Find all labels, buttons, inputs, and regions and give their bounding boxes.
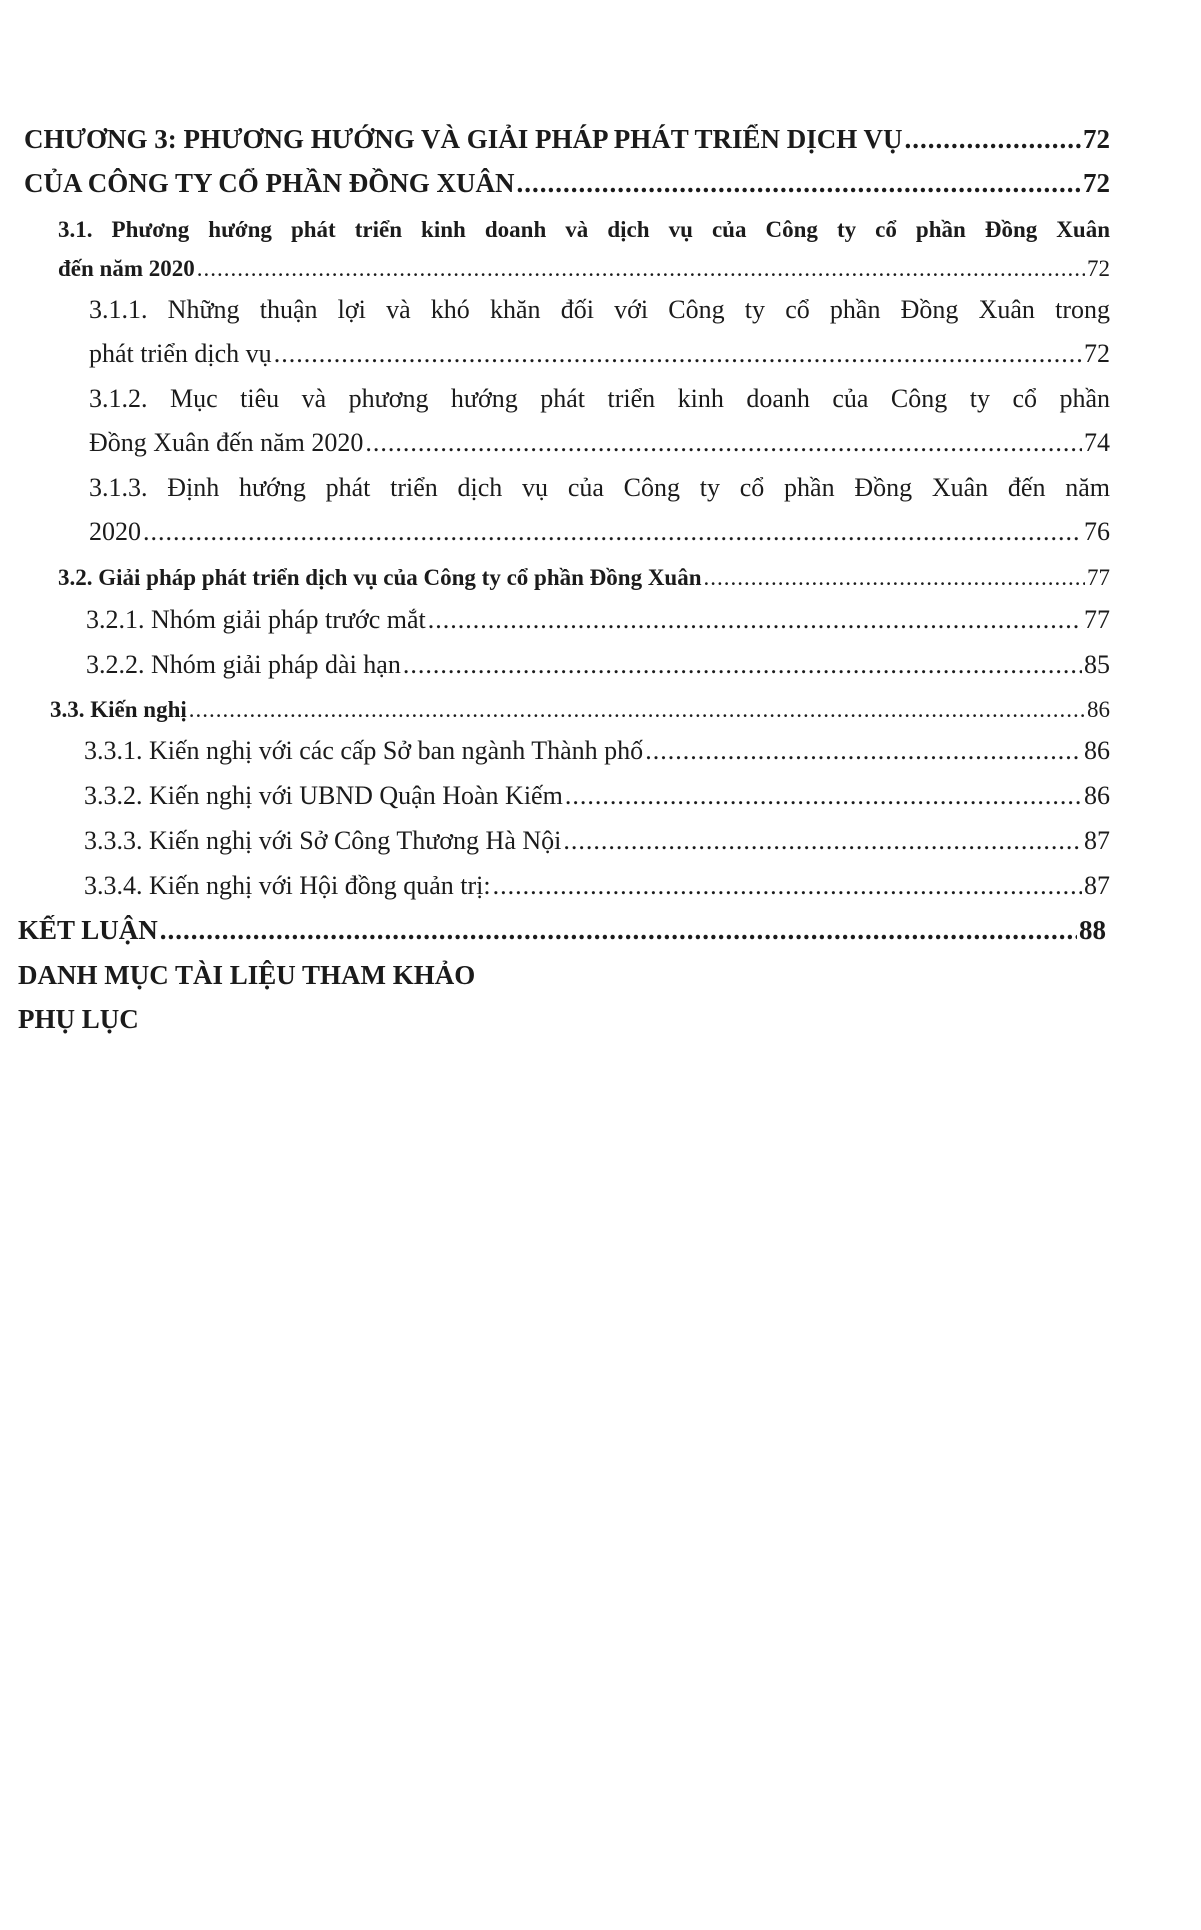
toc-entry-label: 3.3. Kiến nghị <box>50 697 187 722</box>
toc-entry-label: 3.2.2. Nhóm giải pháp dài hạn <box>86 650 401 679</box>
toc-entry-label: phát triển dịch vụ <box>89 339 272 368</box>
toc-leader-dots <box>493 871 1082 901</box>
toc-entry-3-3-3 <box>84 826 1110 856</box>
toc-entry-label: Đồng Xuân đến năm 2020 <box>89 428 364 457</box>
toc-entry-references: DANH MỤC TÀI LIỆU THAM KHẢO <box>18 960 476 990</box>
toc-entry-page: 77 <box>1084 605 1110 634</box>
toc-entry-3-1-2-line1: 3.1.2. Mục tiêu và phương hướng phát triển kinh doanh của Công ty cổ phần <box>89 384 1110 413</box>
toc-entry-page: 72 <box>1083 168 1110 198</box>
toc-leader-dots <box>905 124 1081 155</box>
toc-leader-dots <box>197 256 1085 282</box>
toc-entry-label: KẾT LUẬN <box>18 915 158 945</box>
toc-entry-page: 86 <box>1084 736 1110 765</box>
toc-entry-appendix: PHỤ LỤC <box>18 1004 139 1034</box>
toc-entry-label: 3.3.3. Kiến nghị với Sở Công Thương Hà Nội <box>84 826 562 855</box>
toc-entry-label: CHƯƠNG 3: PHƯƠNG HƯỚNG VÀ GIẢI PHÁP PHÁT TRIỂN DỊCH VỤ <box>24 124 903 154</box>
toc-entry-label: 2020 <box>89 517 141 546</box>
toc-entry-3-1-3-line1: 3.1.3. Định hướng phát triển dịch vụ của Công ty cổ phần Đồng Xuân đến năm <box>89 473 1110 502</box>
toc-entry-page: 85 <box>1084 650 1110 679</box>
toc-entry-page: 87 <box>1084 826 1110 855</box>
toc-leader-dots <box>274 339 1082 369</box>
toc-entry-page: 74 <box>1084 428 1110 457</box>
toc-entry-page: 72 <box>1084 339 1110 368</box>
toc-entry-page: 72 <box>1087 256 1110 281</box>
toc-entry-3-3-4 <box>84 871 1110 901</box>
toc-entry-ket-luan <box>18 915 1106 946</box>
toc-entry-label: đến năm 2020 <box>58 256 195 281</box>
toc-entry-3-1-1-line2 <box>89 339 1110 369</box>
toc-entry-page: 76 <box>1084 517 1110 546</box>
toc-entry-3-2 <box>58 565 1110 591</box>
toc-entry-label: CỦA CÔNG TY CỔ PHẦN ĐỒNG XUÂN <box>24 168 515 198</box>
toc-entry-3-3 <box>50 697 1110 723</box>
toc-entry-page: 72 <box>1083 124 1110 154</box>
toc-entry-chapter3-line2 <box>24 168 1110 199</box>
toc-entry-chapter3-line1 <box>24 124 1110 155</box>
toc-leader-dots <box>563 826 1082 856</box>
toc-entry-3-2-1 <box>86 605 1110 635</box>
toc-entry-3-3-1 <box>84 736 1110 766</box>
toc-leader-dots <box>403 650 1082 680</box>
toc-leader-dots <box>565 781 1082 811</box>
toc-entry-page: 77 <box>1087 565 1110 590</box>
toc-entry-page: 87 <box>1084 871 1110 900</box>
toc-entry-3-1-line1: 3.1. Phương hướng phát triển kinh doanh và dịch vụ của Công ty cổ phần Đồng Xuân <box>58 217 1110 242</box>
toc-entry-3-2-2 <box>86 650 1110 680</box>
toc-entry-3-1-line2 <box>58 256 1110 282</box>
toc-leader-dots <box>517 168 1081 199</box>
toc-leader-dots <box>365 428 1082 458</box>
toc-entry-3-1-3-line2 <box>89 517 1110 547</box>
toc-entry-label: 3.3.2. Kiến nghị với UBND Quận Hoàn Kiếm <box>84 781 563 810</box>
toc-leader-dots <box>428 605 1082 635</box>
toc-entry-3-1-1-line1: 3.1.1. Những thuận lợi và khó khăn đối với Công ty cổ phần Đồng Xuân trong <box>89 295 1110 324</box>
toc-entry-label: 3.3.4. Kiến nghị với Hội đồng quản trị: <box>84 871 491 900</box>
toc-entry-page: 86 <box>1087 697 1110 722</box>
toc-leader-dots <box>143 517 1082 547</box>
toc-entry-3-1-2-line2 <box>89 428 1110 458</box>
toc-entry-page: 86 <box>1084 781 1110 810</box>
toc-leader-dots <box>160 915 1077 946</box>
toc-entry-label: 3.2. Giải pháp phát triển dịch vụ của Công ty cổ phần Đồng Xuân <box>58 565 702 590</box>
toc-leader-dots <box>704 565 1085 591</box>
toc-leader-dots <box>189 697 1085 723</box>
toc-leader-dots <box>645 736 1082 766</box>
toc-entry-3-3-2 <box>84 781 1110 811</box>
toc-entry-page: 88 <box>1079 915 1106 945</box>
toc-entry-label: 3.3.1. Kiến nghị với các cấp Sở ban ngành Thành phố <box>84 736 644 765</box>
toc-entry-label: 3.2.1. Nhóm giải pháp trước mắt <box>86 605 426 634</box>
